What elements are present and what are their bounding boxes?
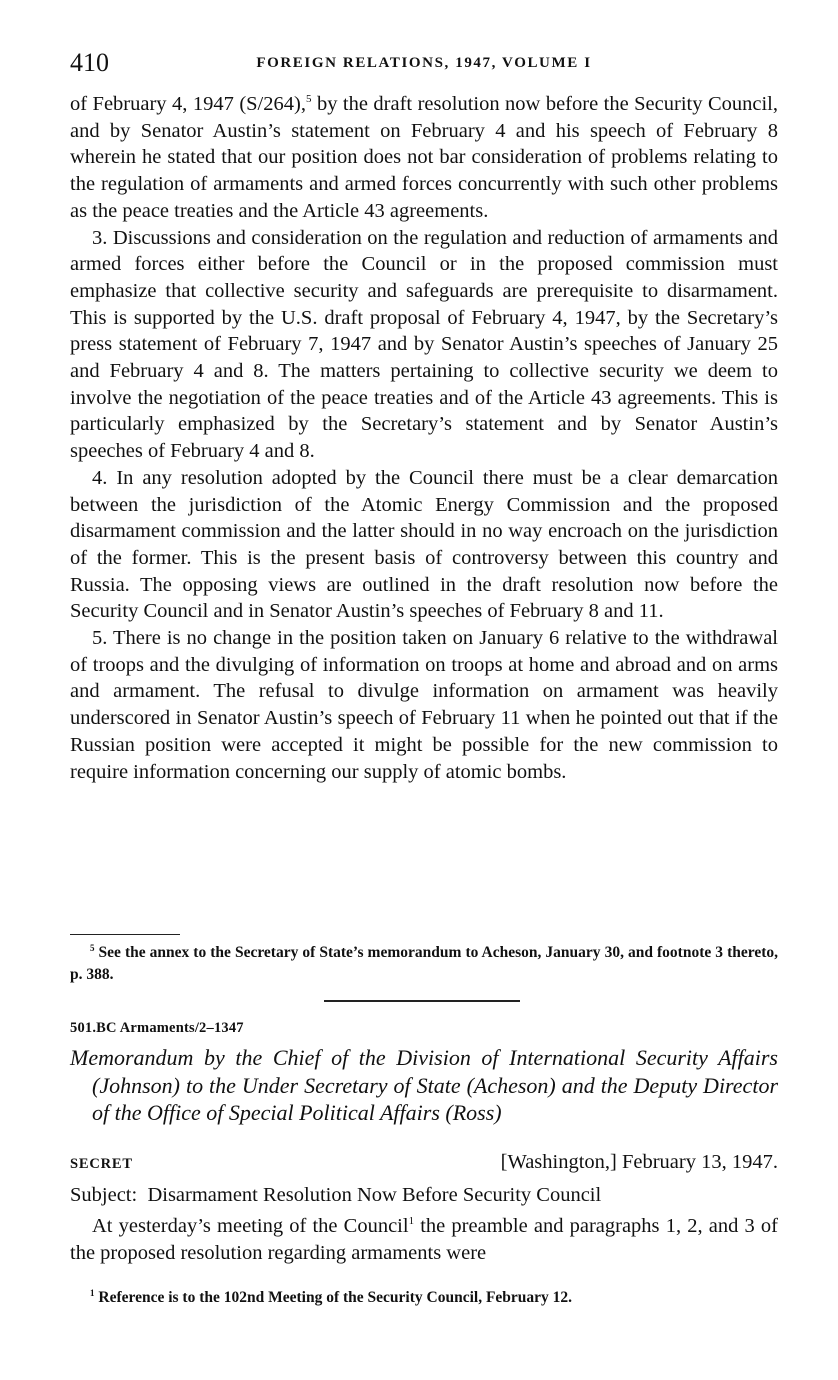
footnote-1 — [70, 1287, 778, 1309]
paragraph-3: 3. Discussions and consideration on the regulation and reduction of armaments and armed forces either before the Council or in the proposed commission must emphasize that collective security and safeguards are prerequisite to disarmament. This is supported by the U.S. draft proposal of February 4, 1947, by the Secretary’s press statement of February 7, 1947 and by Senator Austin’s speeches of January 25 and February 4 and 8. The matters pertaining to collective security we deem to involve the negotiation of the peace treaties and of the Article 43 agreements. This is particularly emphasized by the Secretary’s statement and by Senator Austin’s speeches of February 4 and 8. — [70, 226, 778, 463]
footnote-ref-1: 1 — [408, 1215, 415, 1227]
footnote-ref-5: 5 — [305, 93, 312, 105]
section-divider — [324, 1000, 520, 1002]
subject-text: Disarmament Resolution Now Before Security Council — [147, 1184, 602, 1206]
paragraph-5: 5. There is no change in the position taken on January 6 relative to the withdrawal of troops and the divulging of information on troops at home and abroad and on arms and armament. The refusal to divulge information on armament was heavily underscored in Senator Austin’s speech of February 11 when he pointed out that if the Russian position were accepted it might be possible for the new commission to require information concerning our supply of atomic bombs. — [70, 627, 778, 783]
footnote-rule — [70, 934, 180, 935]
subject-label: Subject: — [70, 1184, 138, 1206]
classification-label: SECRET — [70, 1156, 133, 1172]
page-header — [70, 48, 778, 78]
subject-line — [70, 1182, 778, 1208]
memo-body-rest: the preamble and paragraphs 1, 2, and 3 of the proposed resolution regarding armaments were — [70, 1215, 778, 1264]
paragraph-continuation-start: of February 4, 1947 (S/264), — [70, 93, 306, 115]
memo-body-start: At yesterday’s meeting of the Council — [92, 1215, 409, 1237]
paragraph-continuation — [70, 91, 778, 225]
footnote-5-marker: 5 — [90, 943, 95, 953]
running-head: FOREIGN RELATIONS, 1947, VOLUME I — [256, 55, 592, 71]
paragraph-4: 4. In any resolution adopted by the Council there must be a clear demarcation between the jurisdiction of the Atomic Energy Commission and the proposed disarmament commission and the latter should in no way encroach on the jurisdiction of the former. This is the present basis of controversy between this country and Russia. The opposing views are outlined in the draft resolution now before the Security Council and in Senator Austin’s speeches of February 8 and 11. — [70, 466, 778, 623]
dateline: [Washington,] February 13, 1947. — [500, 1151, 778, 1173]
footnote-5-text: See the annex to the Secretary of State’s memorandum to Acheson, January 30, and footnote 3 thereto, p. 388. — [70, 944, 778, 983]
file-reference: 501.BC Armaments/2–1347 — [70, 1020, 244, 1036]
paragraph-continuation-rest: by the draft resolution now before the Security Council, and by Senator Austin’s statement on February 4 and his speech of February 8 wherein he stated that our position does not bar consideration of problems relating to the regulation of armaments and armed forces concurrently with such other problems as the peace treaties and the Article 43 agreements. — [70, 93, 778, 222]
page-number: 410 — [70, 48, 109, 77]
footnote-1-marker: 1 — [90, 1288, 95, 1298]
memo-title: Memorandum by the Chief of the Division of International Security Affairs (Johnson) to the Under Secretary of State (Acheson) and the Deputy Director of the Office of Special Political Affairs (Ross) — [70, 1045, 778, 1125]
footnote-1-text: Reference is to the 102nd Meeting of the Security Council, February 12. — [94, 1289, 573, 1306]
memo-body-paragraph — [70, 1213, 778, 1267]
body-text — [70, 91, 778, 785]
footnote-5 — [70, 942, 778, 986]
